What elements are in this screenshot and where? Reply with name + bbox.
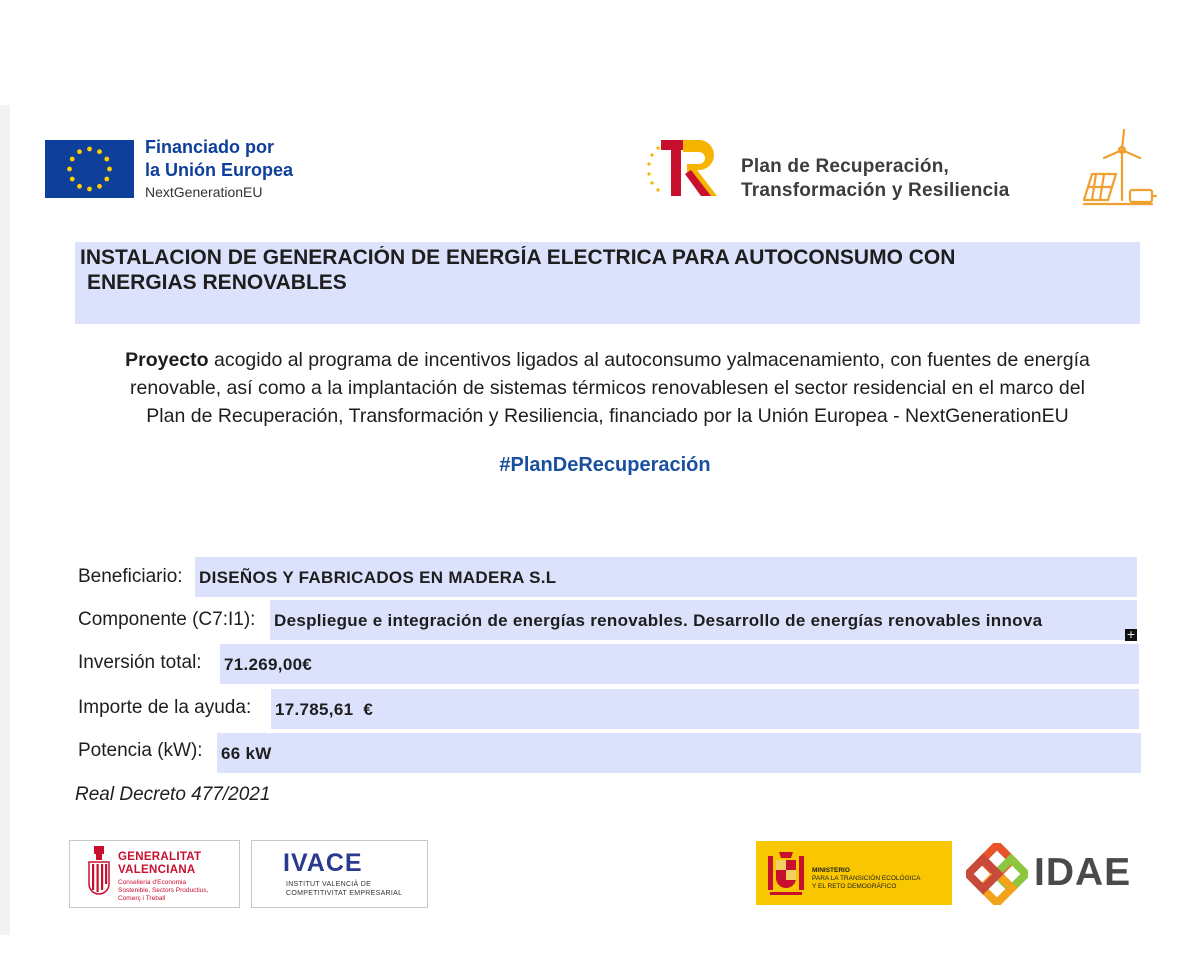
decree-reference: Real Decreto 477/2021: [75, 784, 271, 805]
idae-logo-icon: [966, 843, 1028, 905]
solar-wind-icon: [1080, 128, 1158, 208]
field-box-inversion: [220, 644, 1139, 684]
description-line3: Plan de Recuperación, Transformación y Resiliencia, financiado por la Unión Europea - NextGenerationEU: [146, 405, 1069, 427]
idae-name: IDAE: [1034, 851, 1132, 894]
description-line2: renovable, así como a la implantación de sistemas térmicos renovablesen el sector residencial en el marco del: [130, 377, 1085, 399]
project-title-line2: ENERGIAS RENOVABLES: [87, 271, 347, 294]
field-label-potencia: Potencia (kW):: [78, 740, 203, 761]
prtr-title-line1: Plan de Recuperación,: [741, 156, 949, 177]
ivace-sub-line2: COMPETITIVITAT EMPRESARIAL: [286, 890, 403, 897]
project-description: [70, 346, 1145, 430]
prtr-title-line2: Transformación y Resiliencia: [741, 180, 1010, 201]
field-value-beneficiario: DISEÑOS Y FABRICADOS EN MADERA S.L: [199, 568, 557, 587]
miteco-line2: PARA LA TRANSICIÓN ECOLÓGICA: [812, 875, 921, 882]
project-title-line1: INSTALACION DE GENERACIÓN DE ENERGÍA ELECTRICA PARA AUTOCONSUMO CON: [80, 246, 956, 269]
field-value-inversion: 71.269,00€: [224, 655, 313, 674]
field-label-componente: Componente (C7:I1):: [78, 609, 256, 630]
eu-flag-icon: [45, 140, 134, 198]
page-edge: [0, 105, 10, 935]
gva-name-line2: VALENCIANA: [118, 864, 196, 876]
gva-sub-line1: Conselleria d'Economia: [118, 879, 187, 886]
field-label-inversion: Inversión total:: [78, 652, 202, 673]
gva-sub-line3: Comerç i Treball: [118, 895, 166, 902]
field-value-componente: Despliegue e integración de energías renovables. Desarrollo de energías renovables innova: [274, 611, 1043, 630]
field-box-importe: [271, 689, 1139, 729]
spain-coat-of-arms-icon: [766, 848, 806, 903]
gva-crest-icon: [86, 844, 112, 907]
prtr-logo-icon: [645, 138, 725, 200]
field-box-beneficiario: [195, 557, 1137, 597]
description-lead: Proyecto: [125, 349, 209, 371]
ivace-name: IVACE: [283, 849, 363, 877]
gva-sub-line2: Sostenible, Sectors Productius,: [118, 887, 209, 894]
hashtag-link[interactable]: #PlanDeRecuperación: [499, 454, 711, 476]
miteco-line3: Y EL RETO DEMOGRÁFICO: [812, 883, 897, 890]
eu-funded-line2: la Unión Europea: [145, 160, 294, 180]
field-label-importe: Importe de la ayuda:: [78, 697, 252, 718]
ivace-sub-line1: INSTITUT VALENCIÀ DE: [286, 881, 372, 888]
description-line1: acogido al programa de incentivos ligados al autoconsumo yalmacenamiento, con fuentes de energía: [208, 349, 1090, 371]
eu-funded-line3: NextGenerationEU: [145, 184, 263, 200]
field-box-componente: [270, 600, 1137, 640]
overflow-plus-icon[interactable]: +: [1126, 628, 1136, 641]
field-box-potencia: [217, 733, 1141, 773]
miteco-line1: MINISTERIO: [812, 867, 850, 874]
gva-name-line1: GENERALITAT: [118, 851, 202, 863]
field-label-beneficiario: Beneficiario:: [78, 566, 183, 587]
eu-funded-line1: Financiado por: [145, 137, 275, 157]
field-value-importe: 17.785,61 €: [275, 700, 374, 719]
field-value-potencia: 66 kW: [221, 744, 272, 763]
